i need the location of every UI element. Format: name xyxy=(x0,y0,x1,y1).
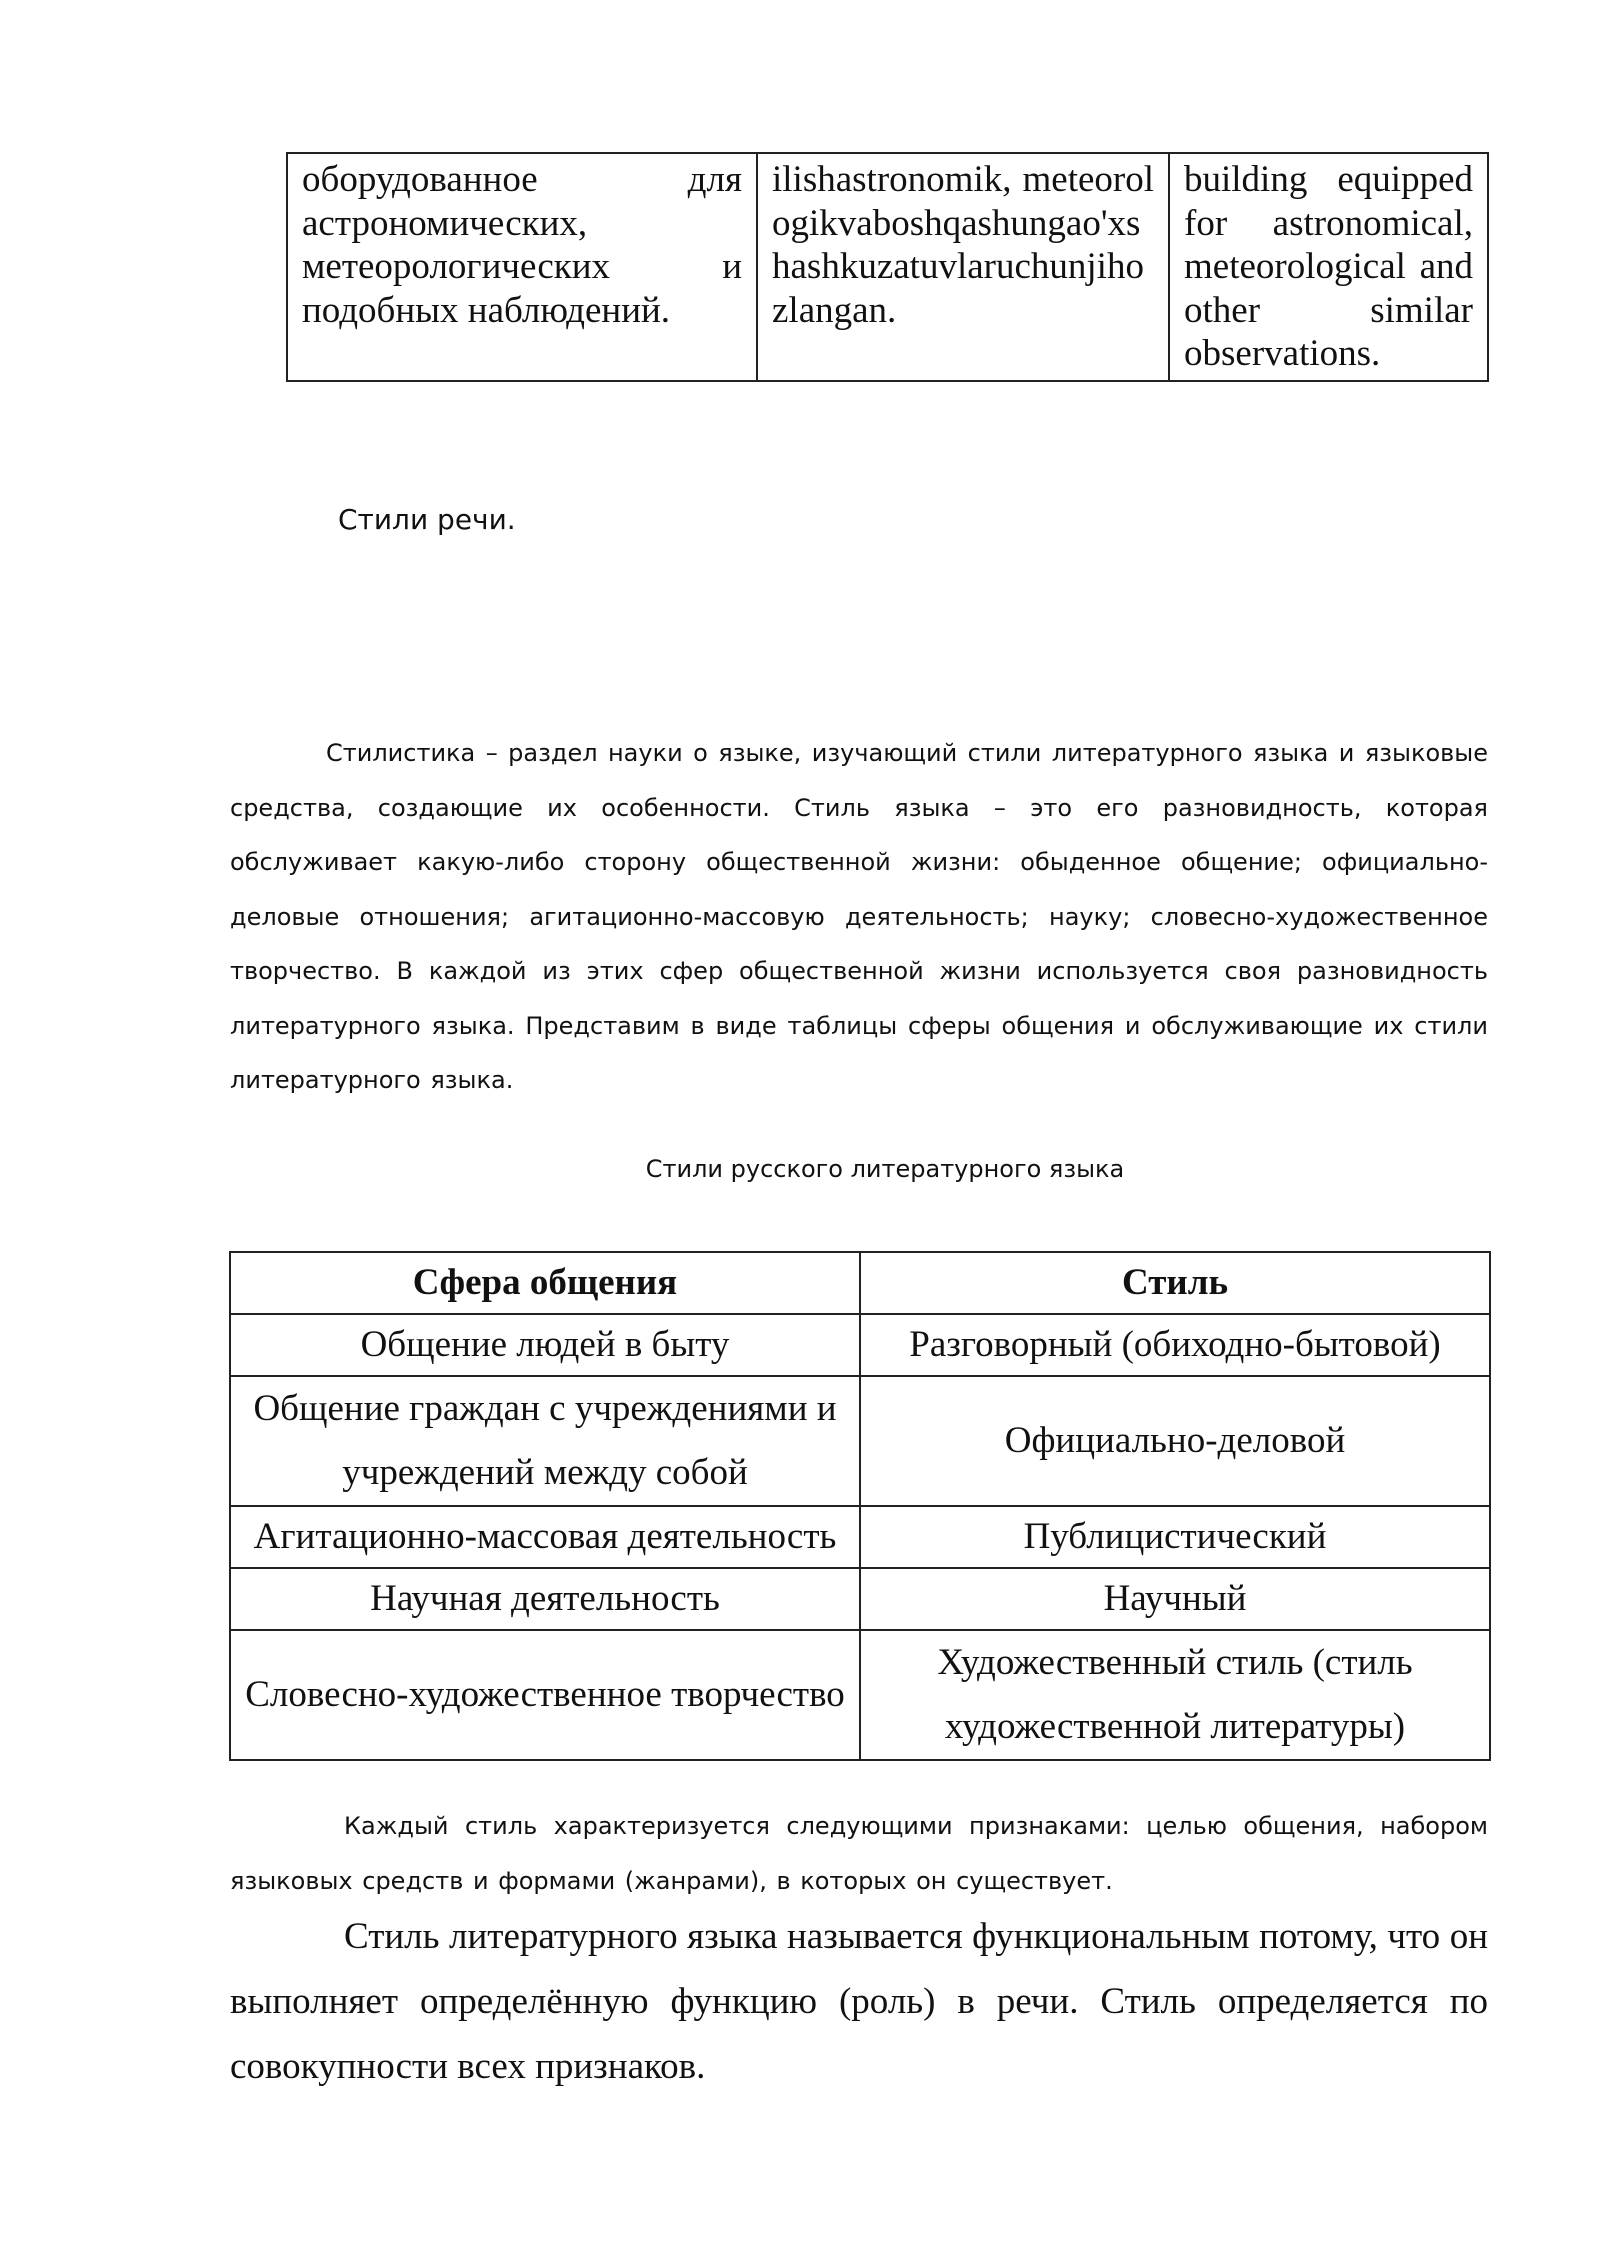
features-paragraph: Каждый стиль характеризуется следующими признаками: целью общения, набором языковых средств и формами (жанрами), в которых он существует. xyxy=(230,1812,1488,1895)
styles-table-header-row xyxy=(230,1252,1490,1314)
sphere-cell: Агитационно-массовая деятельность xyxy=(230,1506,860,1568)
sphere-cell: Общение людей в быту xyxy=(230,1314,860,1376)
intro-paragraph: Стилистика – раздел науки о языке, изучающий стили литературного языка и языковые средства, создающие их особенности. Стиль языка – это его разновидность, которая обслуживает какую-либо сторону общественной жизни: обыденное общение; официально-деловые отношения; агитационно-массовую деятельность; науку; словесно-художественное творчество. В каждой из этих сфер общественной жизни используется своя разновидность литературного языка. Представим в виде таблицы сферы общения и обслуживающие их стили литературного языка. xyxy=(230,739,1488,1094)
style-cell: Публицистический xyxy=(860,1506,1490,1568)
table-row xyxy=(230,1568,1490,1630)
russian-term-cell: оборудованное для астрономических, метеорологических и подобных наблюдений. xyxy=(287,153,757,381)
column-header-style: Стиль xyxy=(860,1252,1490,1314)
glossary-row xyxy=(287,153,1488,381)
sphere-cell: Словесно-художественное творчество xyxy=(230,1630,860,1760)
table-row xyxy=(230,1630,1490,1760)
table-row xyxy=(230,1506,1490,1568)
style-cell: Разговорный (обиходно-бытовой) xyxy=(860,1314,1490,1376)
column-header-sphere: Сфера общения xyxy=(230,1252,860,1314)
sphere-cell: Научная деятельность xyxy=(230,1568,860,1630)
english-term-cell: building equipped for astronomical, meteorological and other similar observations. xyxy=(1169,153,1488,381)
section-heading: Стили речи. xyxy=(338,503,516,536)
sphere-cell: Общение граждан с учреждениями и учреждений между собой xyxy=(230,1376,860,1506)
table-caption: Стили русского литературного языка xyxy=(645,1155,1125,1183)
styles-table xyxy=(229,1251,1491,1761)
uzbek-term-cell: ilishastronomik, meteorologikvaboshqashungao'xshashkuzatuvlaruchunjihozlangan. xyxy=(757,153,1169,381)
style-cell: Художественный стиль (стиль художественной литературы) xyxy=(860,1630,1490,1760)
style-cell: Научный xyxy=(860,1568,1490,1630)
table-row xyxy=(230,1376,1490,1506)
functional-style-paragraph: Стиль литературного языка называется функциональным потому, что он выполняет определённую функцию (роль) в речи. Стиль определяется по совокупности всех признаков. xyxy=(230,1916,1488,2087)
glossary-table xyxy=(286,152,1489,382)
style-cell: Официально-деловой xyxy=(860,1376,1490,1506)
table-row xyxy=(230,1314,1490,1376)
